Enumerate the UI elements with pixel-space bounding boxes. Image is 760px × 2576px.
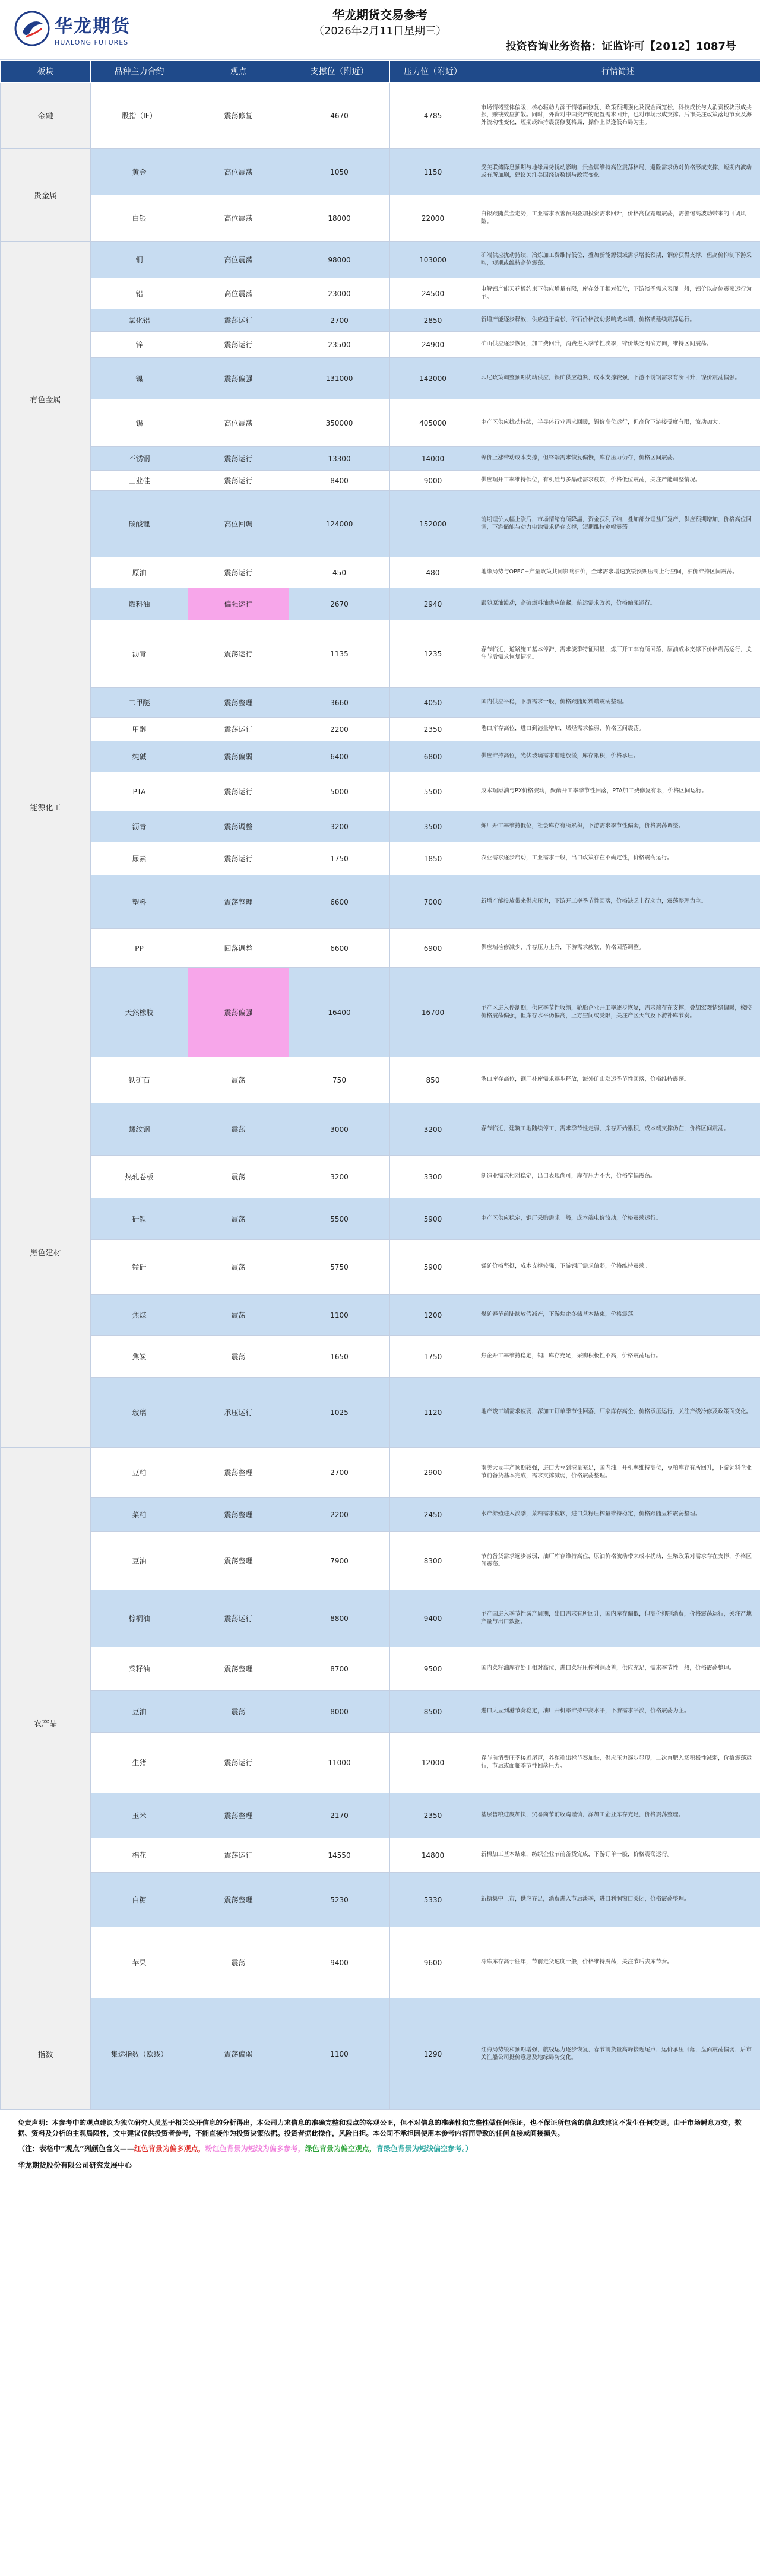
support-cell: 2170 bbox=[289, 1793, 390, 1838]
resistance-cell: 4050 bbox=[390, 688, 476, 718]
resistance-cell: 1235 bbox=[390, 620, 476, 688]
support-cell: 1650 bbox=[289, 1336, 390, 1378]
product-cell: 纯碱 bbox=[91, 741, 188, 772]
resistance-cell: 24500 bbox=[390, 278, 476, 309]
view-cell: 震荡 bbox=[188, 1156, 289, 1198]
table-row bbox=[1, 620, 760, 688]
product-cell: 豆油 bbox=[91, 1691, 188, 1733]
product-cell: 菜籽油 bbox=[91, 1647, 188, 1691]
view-cell: 高位震荡 bbox=[188, 149, 289, 195]
support-cell: 5000 bbox=[289, 772, 390, 811]
view-cell: 震荡运行 bbox=[188, 471, 289, 491]
description-cell: 炼厂开工率维持低位，社会库存有所累积，下游需求季节性偏弱，价格震荡调整。 bbox=[476, 811, 760, 842]
support-cell: 6600 bbox=[289, 929, 390, 968]
sector-cell: 能源化工 bbox=[1, 557, 91, 1057]
description-cell: 焦企开工率维持稳定，钢厂库存充足，采购积极性不高，价格震荡运行。 bbox=[476, 1336, 760, 1378]
description-cell: 前期锂价大幅上涨后，市场情绪有所降温，资金获利了结，叠加部分锂盐厂复产，供应预期增加，价格高位回调，下游储能与动力电池需求仍存支撑，短期维持宽幅震荡。 bbox=[476, 491, 760, 557]
support-cell: 7900 bbox=[289, 1532, 390, 1590]
resistance-cell: 2350 bbox=[390, 718, 476, 741]
support-cell: 350000 bbox=[289, 399, 390, 447]
view-cell: 震荡 bbox=[188, 1336, 289, 1378]
product-cell: 玻璃 bbox=[91, 1378, 188, 1448]
resistance-cell: 2850 bbox=[390, 309, 476, 332]
support-cell: 750 bbox=[289, 1057, 390, 1103]
table-row bbox=[1, 195, 760, 242]
description-cell: 镍价上涨带动成本支撑，但终端需求恢复偏慢，库存压力仍存，价格区间震荡。 bbox=[476, 447, 760, 471]
table-row bbox=[1, 1873, 760, 1927]
product-cell: 沥青 bbox=[91, 620, 188, 688]
resistance-cell: 3500 bbox=[390, 811, 476, 842]
view-cell: 震荡 bbox=[188, 1103, 289, 1156]
legend-teal: 青绿色背景为短线偏空参考。） bbox=[376, 2144, 473, 2153]
view-cell: 震荡运行 bbox=[188, 718, 289, 741]
product-cell: PTA bbox=[91, 772, 188, 811]
support-cell: 5500 bbox=[289, 1198, 390, 1240]
table-row bbox=[1, 1057, 760, 1103]
report-title: 华龙期货交易参考 bbox=[332, 8, 428, 22]
view-cell: 震荡整理 bbox=[188, 688, 289, 718]
sector-cell: 农产品 bbox=[1, 1448, 91, 1998]
product-cell: PP bbox=[91, 929, 188, 968]
description-cell: 港口库存高位，钢厂补库需求逐步释放，海外矿山发运季节性回落，价格维持震荡。 bbox=[476, 1057, 760, 1103]
table-row bbox=[1, 588, 760, 620]
view-cell: 震荡运行 bbox=[188, 1590, 289, 1647]
sector-cell: 指数 bbox=[1, 1998, 91, 2110]
support-cell: 2200 bbox=[289, 718, 390, 741]
table-body bbox=[1, 83, 760, 2110]
product-cell: 硅铁 bbox=[91, 1198, 188, 1240]
resistance-cell: 9600 bbox=[390, 1927, 476, 1998]
table-row bbox=[1, 278, 760, 309]
support-cell: 23000 bbox=[289, 278, 390, 309]
resistance-cell: 2450 bbox=[390, 1498, 476, 1532]
view-cell: 承压运行 bbox=[188, 1378, 289, 1448]
product-cell: 生猪 bbox=[91, 1733, 188, 1793]
license-text: 投资咨询业务资格：证监许可【2012】1087号 bbox=[505, 40, 736, 53]
view-cell: 震荡 bbox=[188, 1198, 289, 1240]
product-cell: 锡 bbox=[91, 399, 188, 447]
view-cell: 震荡整理 bbox=[188, 1793, 289, 1838]
header-support: 支撑位（附近） bbox=[289, 61, 390, 83]
table-row bbox=[1, 1198, 760, 1240]
description-cell: 主产区供应扰动持续，半导体行业需求回暖，锡价高位运行，但高价下游接受度有限，波动加大。 bbox=[476, 399, 760, 447]
resistance-cell: 103000 bbox=[390, 242, 476, 278]
support-cell: 5750 bbox=[289, 1240, 390, 1295]
resistance-cell: 2900 bbox=[390, 1448, 476, 1498]
description-cell: 供应端开工率维持低位，有机硅与多晶硅需求疲软，价格低位震荡，关注产能调整情况。 bbox=[476, 471, 760, 491]
resistance-cell: 1290 bbox=[390, 1998, 476, 2110]
table-row bbox=[1, 1691, 760, 1733]
table-row bbox=[1, 1240, 760, 1295]
table-row bbox=[1, 968, 760, 1057]
product-cell: 热轧卷板 bbox=[91, 1156, 188, 1198]
view-cell: 高位回调 bbox=[188, 491, 289, 557]
logo-english-name: HUALONG FUTURES bbox=[55, 38, 129, 46]
view-cell: 震荡运行 bbox=[188, 332, 289, 358]
header-view: 观点 bbox=[188, 61, 289, 83]
table-row bbox=[1, 1927, 760, 1998]
description-cell: 新增产能投放带来供应压力，下游开工率季节性回落，价格缺乏上行动力，震荡整理为主。 bbox=[476, 875, 760, 929]
resistance-cell: 22000 bbox=[390, 195, 476, 242]
view-cell: 震荡 bbox=[188, 1295, 289, 1336]
view-cell: 偏强运行 bbox=[188, 588, 289, 620]
logo-chinese-name: 华龙期货 bbox=[55, 15, 131, 37]
description-cell: 煤矿春节前陆续放假减产，下游焦企冬储基本结束，价格震荡。 bbox=[476, 1295, 760, 1336]
view-cell: 回落调整 bbox=[188, 929, 289, 968]
disclaimer bbox=[0, 2110, 760, 2141]
description-cell: 进口大豆到港节奏稳定，油厂开机率维持中高水平，下游需求平淡，价格震荡为主。 bbox=[476, 1691, 760, 1733]
product-cell: 玉米 bbox=[91, 1793, 188, 1838]
resistance-cell: 1150 bbox=[390, 149, 476, 195]
view-cell: 震荡整理 bbox=[188, 875, 289, 929]
description-cell: 春节临近，建筑工地陆续停工，需求季节性走弱，库存开始累积，成本端支撑仍在，价格区间震荡。 bbox=[476, 1103, 760, 1156]
product-cell: 沥青 bbox=[91, 811, 188, 842]
description-cell: 主产区供应稳定，钢厂采购需求一般，成本端电价波动，价格震荡运行。 bbox=[476, 1198, 760, 1240]
resistance-cell: 1120 bbox=[390, 1378, 476, 1448]
support-cell: 11000 bbox=[289, 1733, 390, 1793]
product-cell: 铝 bbox=[91, 278, 188, 309]
resistance-cell: 1200 bbox=[390, 1295, 476, 1336]
description-cell: 跟随原油波动，高硫燃料油供应偏紧，航运需求改善，价格偏强运行。 bbox=[476, 588, 760, 620]
view-cell: 高位震荡 bbox=[188, 399, 289, 447]
resistance-cell: 12000 bbox=[390, 1733, 476, 1793]
support-cell: 3000 bbox=[289, 1103, 390, 1156]
reference-table bbox=[0, 60, 760, 2110]
product-cell: 塑料 bbox=[91, 875, 188, 929]
description-cell: 港口库存高位，进口到港量增加，烯烃需求偏弱，价格区间震荡。 bbox=[476, 718, 760, 741]
description-cell: 冷库库存高于往年，节前走货速度一般，价格维持震荡，关注节后去库节奏。 bbox=[476, 1927, 760, 1998]
table-row bbox=[1, 1103, 760, 1156]
table-row bbox=[1, 149, 760, 195]
product-cell: 黄金 bbox=[91, 149, 188, 195]
view-cell: 震荡整理 bbox=[188, 1647, 289, 1691]
product-cell: 棉花 bbox=[91, 1838, 188, 1873]
product-cell: 集运指数（欧线） bbox=[91, 1998, 188, 2110]
resistance-cell: 405000 bbox=[390, 399, 476, 447]
description-cell: 国内菜籽油库存处于相对高位，进口菜籽压榨利润改善，供应充足，需求季节性一般，价格震荡整理。 bbox=[476, 1647, 760, 1691]
description-cell: 锰矿价格坚挺，成本支撑较强，下游钢厂需求偏弱，价格维持震荡。 bbox=[476, 1240, 760, 1295]
product-cell: 燃料油 bbox=[91, 588, 188, 620]
support-cell: 4670 bbox=[289, 83, 390, 149]
table-row bbox=[1, 1156, 760, 1198]
description-cell: 市场情绪整体偏暖，核心驱动力源于情绪面修复、政策预期强化及资金面宽松，科技成长与大消费板块形成共振，赚钱效应扩散。同时，外资对中国资产的配置需求回升，也对市场形成支撑。后市关注政策落地节奏及海外流动性变化，短期或维持震荡修复格局，操作上以逢低布局为主。 bbox=[476, 83, 760, 149]
table-row bbox=[1, 242, 760, 278]
description-cell: 水产养殖进入淡季，菜粕需求疲软，进口菜籽压榨量维持稳定，价格跟随豆粕震荡整理。 bbox=[476, 1498, 760, 1532]
description-cell: 基层售粮进度加快，贸易商节前收购谨慎，深加工企业库存充足，价格震荡整理。 bbox=[476, 1793, 760, 1838]
color-legend bbox=[0, 2141, 760, 2156]
table-header-row bbox=[1, 61, 760, 83]
support-cell: 3200 bbox=[289, 1156, 390, 1198]
product-cell: 碳酸锂 bbox=[91, 491, 188, 557]
support-cell: 1750 bbox=[289, 842, 390, 875]
table-row bbox=[1, 1295, 760, 1336]
support-cell: 6600 bbox=[289, 875, 390, 929]
support-cell: 1100 bbox=[289, 1998, 390, 2110]
product-cell: 铁矿石 bbox=[91, 1057, 188, 1103]
view-cell: 震荡调整 bbox=[188, 811, 289, 842]
support-cell: 2700 bbox=[289, 309, 390, 332]
view-cell: 震荡运行 bbox=[188, 1838, 289, 1873]
table-row bbox=[1, 842, 760, 875]
resistance-cell: 3300 bbox=[390, 1156, 476, 1198]
sector-cell: 金融 bbox=[1, 83, 91, 149]
view-cell: 震荡整理 bbox=[188, 1448, 289, 1498]
product-cell: 股指（IF） bbox=[91, 83, 188, 149]
support-cell: 3200 bbox=[289, 811, 390, 842]
resistance-cell: 4785 bbox=[390, 83, 476, 149]
description-cell: 国内供应平稳，下游需求一般，价格跟随原料端震荡整理。 bbox=[476, 688, 760, 718]
description-cell: 电解铝产能天花板约束下供应增量有限，库存处于相对低位，下游淡季需求表现一般，铝价以高位震荡运行为主。 bbox=[476, 278, 760, 309]
view-cell: 震荡运行 bbox=[188, 1733, 289, 1793]
table-row bbox=[1, 811, 760, 842]
resistance-cell: 9500 bbox=[390, 1647, 476, 1691]
description-cell: 成本端原油与PX价格波动，聚酯开工率季节性回落，PTA加工费修复有限，价格区间运行。 bbox=[476, 772, 760, 811]
description-cell: 白银跟随黄金走势，工业需求改善预期叠加投资需求回升，价格高位宽幅震荡，需警惕高波动带来的回调风险。 bbox=[476, 195, 760, 242]
legend-prefix: （注：表格中“观点”列颜色含义—— bbox=[18, 2144, 134, 2153]
resistance-cell: 5330 bbox=[390, 1873, 476, 1927]
view-cell: 震荡 bbox=[188, 1240, 289, 1295]
product-cell: 镍 bbox=[91, 358, 188, 399]
support-cell: 1050 bbox=[289, 149, 390, 195]
table-row bbox=[1, 1793, 760, 1838]
product-cell: 天然橡胶 bbox=[91, 968, 188, 1057]
product-cell: 锌 bbox=[91, 332, 188, 358]
product-cell: 焦煤 bbox=[91, 1295, 188, 1336]
description-cell: 主产国进入季节性减产周期，出口需求有所回升，国内库存偏低，但高价抑制消费，价格震荡运行，关注产地产量与出口数据。 bbox=[476, 1590, 760, 1647]
product-cell: 甲醇 bbox=[91, 718, 188, 741]
resistance-cell: 2940 bbox=[390, 588, 476, 620]
resistance-cell: 2350 bbox=[390, 1793, 476, 1838]
product-cell: 苹果 bbox=[91, 1927, 188, 1998]
sector-cell: 贵金属 bbox=[1, 149, 91, 242]
support-cell: 13300 bbox=[289, 447, 390, 471]
resistance-cell: 5500 bbox=[390, 772, 476, 811]
support-cell: 8400 bbox=[289, 471, 390, 491]
table-row bbox=[1, 741, 760, 772]
header-product: 品种主力合约 bbox=[91, 61, 188, 83]
disclaimer-text: 免责声明：本参考中的观点建议为独立研究人员基于相关公开信息的分析得出，本公司力求信息的准确完整和观点的客观公正，但不对信息的准确性和完整性做任何保证，也不保证所包含的信息或建议不发生任何变更。由于市场瞬息万变，数据、资料及分析的主观局限性，文中建议仅供投资者参考，不能直接作为投资决策依据。投资者据此操作，风险自担。本公司不承担因使用本参考内容而导致的任何直接或间接损失。 bbox=[18, 2118, 742, 2137]
table-row bbox=[1, 718, 760, 741]
resistance-cell: 1750 bbox=[390, 1336, 476, 1378]
compiler-name: 华龙期货股份有限公司研究发展中心 bbox=[18, 2161, 132, 2169]
table-row bbox=[1, 332, 760, 358]
resistance-cell: 5900 bbox=[390, 1198, 476, 1240]
description-cell: 春节前消费旺季接近尾声，养殖端出栏节奏加快，供应压力逐步显现，二次育肥入场积极性减弱，价格震荡运行，节后或面临季节性回落压力。 bbox=[476, 1733, 760, 1793]
view-cell: 高位震荡 bbox=[188, 278, 289, 309]
product-cell: 尿素 bbox=[91, 842, 188, 875]
table-row bbox=[1, 772, 760, 811]
product-cell: 菜粕 bbox=[91, 1498, 188, 1532]
table-row bbox=[1, 309, 760, 332]
product-cell: 铜 bbox=[91, 242, 188, 278]
view-cell: 震荡偏强 bbox=[188, 358, 289, 399]
report-header bbox=[0, 0, 760, 60]
support-cell: 1135 bbox=[289, 620, 390, 688]
product-cell: 豆油 bbox=[91, 1532, 188, 1590]
product-cell: 白银 bbox=[91, 195, 188, 242]
view-cell: 震荡修复 bbox=[188, 83, 289, 149]
resistance-cell: 152000 bbox=[390, 491, 476, 557]
view-cell: 震荡整理 bbox=[188, 1873, 289, 1927]
support-cell: 8000 bbox=[289, 1691, 390, 1733]
product-cell: 焦炭 bbox=[91, 1336, 188, 1378]
description-cell: 地缘局势与OPEC+产量政策共同影响油价，全球需求增速放缓预期压制上行空间，油价维持区间震荡。 bbox=[476, 557, 760, 588]
description-cell: 受美联储降息预期与地缘局势扰动影响，贵金属维持高位震荡格局，避险需求仍对价格形成支撑，短期内波动或有所加剧，建议关注美国经济数据与政策变化。 bbox=[476, 149, 760, 195]
resistance-cell: 16700 bbox=[390, 968, 476, 1057]
description-cell: 红海局势缓和预期增强，航线运力逐步恢复，春节前货量高峰接近尾声，运价承压回落，盘面震荡偏弱，后市关注船公司挺价意愿及地缘局势变化。 bbox=[476, 1998, 760, 2110]
support-cell: 1025 bbox=[289, 1378, 390, 1448]
support-cell: 2700 bbox=[289, 1448, 390, 1498]
sector-cell: 有色金属 bbox=[1, 242, 91, 557]
legend-red: 红色背景为偏多观点， bbox=[134, 2144, 205, 2153]
resistance-cell: 9000 bbox=[390, 471, 476, 491]
resistance-cell: 9400 bbox=[390, 1590, 476, 1647]
view-cell: 震荡偏强 bbox=[188, 968, 289, 1057]
view-cell: 震荡偏弱 bbox=[188, 1998, 289, 2110]
header-resistance: 压力位（附近） bbox=[390, 61, 476, 83]
table-row bbox=[1, 1838, 760, 1873]
view-cell: 震荡整理 bbox=[188, 1532, 289, 1590]
description-cell: 供应维持高位，光伏玻璃需求增速放缓，库存累积，价格承压。 bbox=[476, 741, 760, 772]
support-cell: 450 bbox=[289, 557, 390, 588]
legend-pink: 粉红色背景为短线为偏多参考， bbox=[205, 2144, 305, 2153]
report-date: （2026年2月11日星期三） bbox=[313, 25, 447, 37]
view-cell: 震荡运行 bbox=[188, 447, 289, 471]
description-cell: 新棉加工基本结束，纺织企业节前备货完成，下游订单一般，价格震荡运行。 bbox=[476, 1838, 760, 1873]
view-cell: 震荡偏弱 bbox=[188, 741, 289, 772]
product-cell: 锰硅 bbox=[91, 1240, 188, 1295]
table-row bbox=[1, 491, 760, 557]
support-cell: 6400 bbox=[289, 741, 390, 772]
table-row bbox=[1, 688, 760, 718]
description-cell: 新糖集中上市，供应充足，消费进入节后淡季，进口利润窗口关闭，价格震荡整理。 bbox=[476, 1873, 760, 1927]
product-cell: 螺纹钢 bbox=[91, 1103, 188, 1156]
table-row bbox=[1, 1498, 760, 1532]
description-cell: 矿山供应逐步恢复，加工费回升，消费进入季节性淡季，锌价缺乏明确方向，维持区间震荡。 bbox=[476, 332, 760, 358]
support-cell: 5230 bbox=[289, 1873, 390, 1927]
view-cell: 震荡运行 bbox=[188, 620, 289, 688]
table-row bbox=[1, 1532, 760, 1590]
support-cell: 16400 bbox=[289, 968, 390, 1057]
product-cell: 工业硅 bbox=[91, 471, 188, 491]
table-row bbox=[1, 1998, 760, 2110]
view-cell: 震荡运行 bbox=[188, 557, 289, 588]
table-row bbox=[1, 1733, 760, 1793]
description-cell: 春节临近，道路施工基本停滞，需求淡季特征明显，炼厂开工率有所回落，原油成本支撑下价格震荡运行，关注节后需求恢复情况。 bbox=[476, 620, 760, 688]
view-cell: 高位震荡 bbox=[188, 195, 289, 242]
resistance-cell: 142000 bbox=[390, 358, 476, 399]
support-cell: 2200 bbox=[289, 1498, 390, 1532]
description-cell: 新增产能逐步释放，供应趋于宽松，矿石价格波动影响成本端，价格或延续震荡运行。 bbox=[476, 309, 760, 332]
table-row bbox=[1, 1378, 760, 1448]
description-cell: 地产竣工端需求疲弱，深加工订单季节性回落，厂家库存高企，价格承压运行，关注产线冷修及政策面变化。 bbox=[476, 1378, 760, 1448]
support-cell: 98000 bbox=[289, 242, 390, 278]
table-row bbox=[1, 1336, 760, 1378]
table-row bbox=[1, 399, 760, 447]
support-cell: 8700 bbox=[289, 1647, 390, 1691]
resistance-cell: 8300 bbox=[390, 1532, 476, 1590]
view-cell: 震荡 bbox=[188, 1057, 289, 1103]
table-row bbox=[1, 875, 760, 929]
product-cell: 不锈钢 bbox=[91, 447, 188, 471]
resistance-cell: 14800 bbox=[390, 1838, 476, 1873]
support-cell: 23500 bbox=[289, 332, 390, 358]
resistance-cell: 24900 bbox=[390, 332, 476, 358]
resistance-cell: 1850 bbox=[390, 842, 476, 875]
support-cell: 9400 bbox=[289, 1927, 390, 1998]
view-cell: 震荡运行 bbox=[188, 309, 289, 332]
description-cell: 农业需求逐步启动，工业需求一般，出口政策存在不确定性，价格震荡运行。 bbox=[476, 842, 760, 875]
view-cell: 震荡运行 bbox=[188, 772, 289, 811]
description-cell: 南美大豆丰产预期较强，进口大豆到港量充足，国内油厂开机率维持高位，豆粕库存有所回升，下游饲料企业节前备货基本完成，需求支撑减弱，价格震荡整理。 bbox=[476, 1448, 760, 1498]
product-cell: 棕榈油 bbox=[91, 1590, 188, 1647]
support-cell: 8800 bbox=[289, 1590, 390, 1647]
header-description: 行情简述 bbox=[476, 61, 760, 83]
product-cell: 豆粕 bbox=[91, 1448, 188, 1498]
resistance-cell: 6900 bbox=[390, 929, 476, 968]
resistance-cell: 8500 bbox=[390, 1691, 476, 1733]
description-cell: 供应端检修减少，库存压力上升，下游需求疲软，价格回落调整。 bbox=[476, 929, 760, 968]
header-sector: 板块 bbox=[1, 61, 91, 83]
sector-cell: 黑色建材 bbox=[1, 1057, 91, 1448]
support-cell: 1100 bbox=[289, 1295, 390, 1336]
support-cell: 18000 bbox=[289, 195, 390, 242]
resistance-cell: 7000 bbox=[390, 875, 476, 929]
table-row bbox=[1, 1647, 760, 1691]
view-cell: 震荡运行 bbox=[188, 842, 289, 875]
product-cell: 二甲醚 bbox=[91, 688, 188, 718]
table-row bbox=[1, 447, 760, 471]
resistance-cell: 480 bbox=[390, 557, 476, 588]
resistance-cell: 3200 bbox=[390, 1103, 476, 1156]
resistance-cell: 6800 bbox=[390, 741, 476, 772]
view-cell: 高位震荡 bbox=[188, 242, 289, 278]
table-row bbox=[1, 358, 760, 399]
description-cell: 矿端供应扰动持续，冶炼加工费维持低位，叠加新能源领域需求增长预期，铜价获得支撑，但高价抑制下游采购，短期或维持高位震荡。 bbox=[476, 242, 760, 278]
support-cell: 14550 bbox=[289, 1838, 390, 1873]
resistance-cell: 5900 bbox=[390, 1240, 476, 1295]
support-cell: 3660 bbox=[289, 688, 390, 718]
resistance-cell: 850 bbox=[390, 1057, 476, 1103]
description-cell: 印尼政策调整预期扰动供应，镍矿供应趋紧，成本支撑较强，下游不锈钢需求有所回升，镍价震荡偏强。 bbox=[476, 358, 760, 399]
view-cell: 震荡 bbox=[188, 1927, 289, 1998]
legend-green: 绿色背景为偏空观点， bbox=[305, 2144, 376, 2153]
view-cell: 震荡 bbox=[188, 1691, 289, 1733]
table-row bbox=[1, 1448, 760, 1498]
description-cell: 制造业需求相对稳定，出口表现尚可，库存压力不大，价格窄幅震荡。 bbox=[476, 1156, 760, 1198]
product-cell: 原油 bbox=[91, 557, 188, 588]
table-row bbox=[1, 929, 760, 968]
support-cell: 124000 bbox=[289, 491, 390, 557]
product-cell: 白糖 bbox=[91, 1873, 188, 1927]
description-cell: 节前备货需求逐步减弱，油厂库存维持高位，原油价格波动带来成本扰动，生柴政策对需求存在支撑，价格区间震荡。 bbox=[476, 1532, 760, 1590]
support-cell: 131000 bbox=[289, 358, 390, 399]
resistance-cell: 14000 bbox=[390, 447, 476, 471]
support-cell: 2670 bbox=[289, 588, 390, 620]
table-row bbox=[1, 471, 760, 491]
table-row bbox=[1, 83, 760, 149]
view-cell: 震荡整理 bbox=[188, 1498, 289, 1532]
description-cell: 主产区进入停割期，供应季节性收缩，轮胎企业开工率逐步恢复，需求端存在支撑，叠加宏观情绪偏暖，橡胶价格震荡偏强，但库存水平仍偏高，上方空间或受限，关注产区天气及下游补库节奏。 bbox=[476, 968, 760, 1057]
table-row bbox=[1, 557, 760, 588]
product-cell: 氧化铝 bbox=[91, 309, 188, 332]
table-row bbox=[1, 1590, 760, 1647]
